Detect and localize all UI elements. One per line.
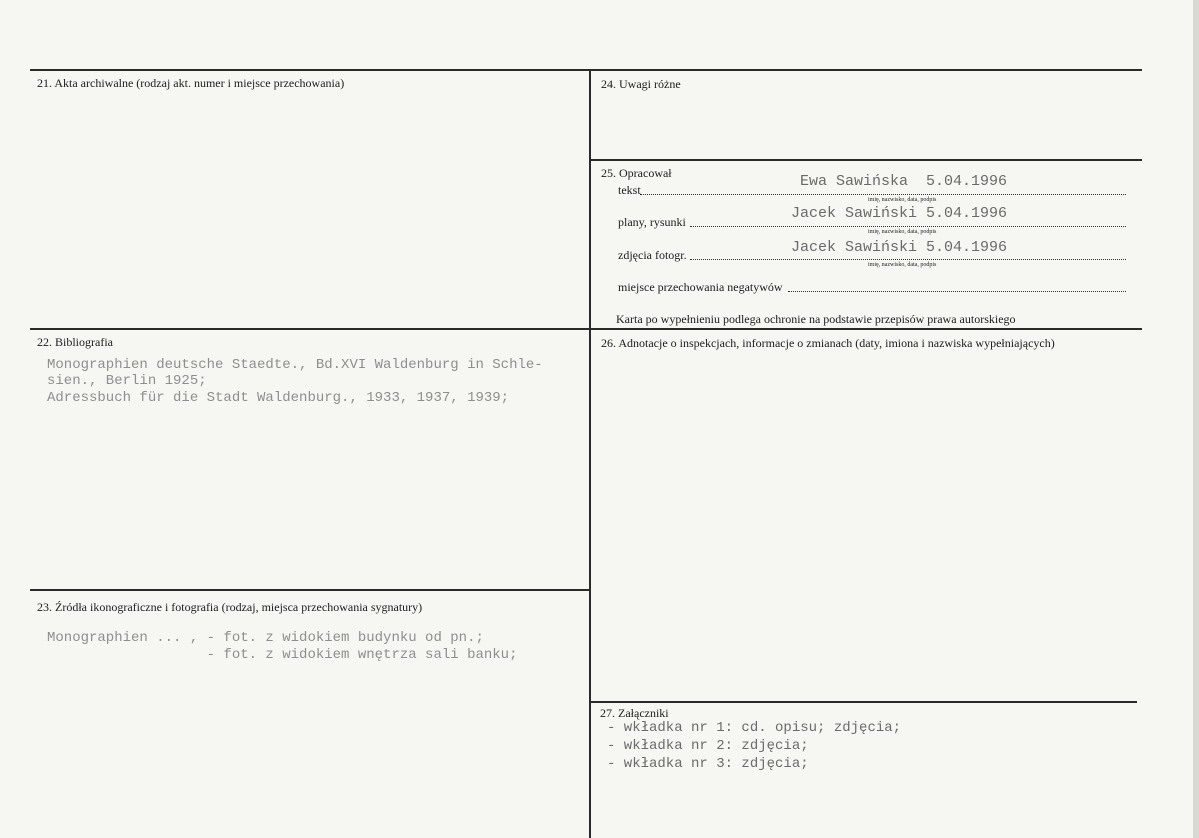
- section-23-label: 23. Źródła ikonograficzne i fotografia (rodzaj, miejsca przechowania sygnatury): [37, 600, 423, 614]
- top-rule: [30, 69, 1142, 71]
- row-tekst-value: Ewa Sawińska 5.04.1996: [800, 173, 1008, 190]
- center-divider: [589, 69, 591, 838]
- attachment-line-2: - wkładka nr 2: zdjęcia;: [607, 738, 809, 754]
- rule-24-25: [591, 159, 1142, 161]
- bibliography-line-1: Monographien deutsche Staedte., Bd.XVI Waldenburg in Schle-: [47, 357, 543, 373]
- rule-21-22: [30, 328, 1142, 330]
- section-22-label: 22. Bibliografia: [37, 335, 113, 349]
- paper-edge: [1193, 0, 1199, 838]
- section-27-label: 27. Załączniki: [600, 706, 669, 720]
- bibliography-line-2: sien., Berlin 1925;: [47, 373, 207, 389]
- row-plany-value: Jacek Sawiński 5.04.1996: [791, 205, 1008, 222]
- rule-26-27: [591, 701, 1137, 703]
- row-zdjecia-label: zdjęcia fotogr.: [618, 248, 687, 262]
- section-26-label: 26. Adnotacje o inspekcjach, informacje o zmianach (daty, imiona i nazwiska wypełniających): [601, 336, 1055, 350]
- attachment-line-1: - wkładka nr 1: cd. opisu; zdjęcia;: [607, 720, 902, 736]
- row-plany-hint: imię, nazwisko, data, podpis: [868, 229, 937, 235]
- row-zdjecia-line: [690, 259, 1126, 260]
- attachment-line-3: - wkładka nr 3: zdjęcia;: [607, 756, 809, 772]
- row-tekst-label: tekst: [618, 183, 641, 197]
- rule-22-23: [30, 589, 589, 591]
- copyright-note: Karta po wypełnieniu podlega ochronie na podstawie przepisów prawa autorskiego: [616, 312, 1016, 326]
- sources-line-1: Monographien ... , - fot. z widokiem budynku od pn.;: [47, 630, 484, 646]
- row-zdjecia-hint: imię, nazwisko, data, podpis: [868, 262, 937, 268]
- negatives-line: [788, 291, 1126, 292]
- row-tekst-line: [640, 194, 1126, 195]
- negatives-label: miejsce przechowania negatywów: [618, 280, 783, 294]
- bibliography-line-3: Adressbuch für die Stadt Waldenburg., 1933, 1937, 1939;: [47, 390, 510, 406]
- row-tekst-hint: imię, nazwisko, data, podpis: [868, 197, 937, 203]
- row-zdjecia-value: Jacek Sawiński 5.04.1996: [791, 239, 1008, 256]
- section-21-label: 21. Akta archiwalne (rodzaj akt. numer i miejsce przechowania): [37, 76, 345, 90]
- section-24-label: 24. Uwagi różne: [601, 77, 681, 91]
- section-25-label: 25. Opracował: [601, 166, 672, 180]
- sources-line-2: - fot. z widokiem wnętrza sali banku;: [47, 647, 518, 663]
- row-plany-label: plany, rysunki: [618, 215, 686, 229]
- row-plany-line: [690, 226, 1126, 227]
